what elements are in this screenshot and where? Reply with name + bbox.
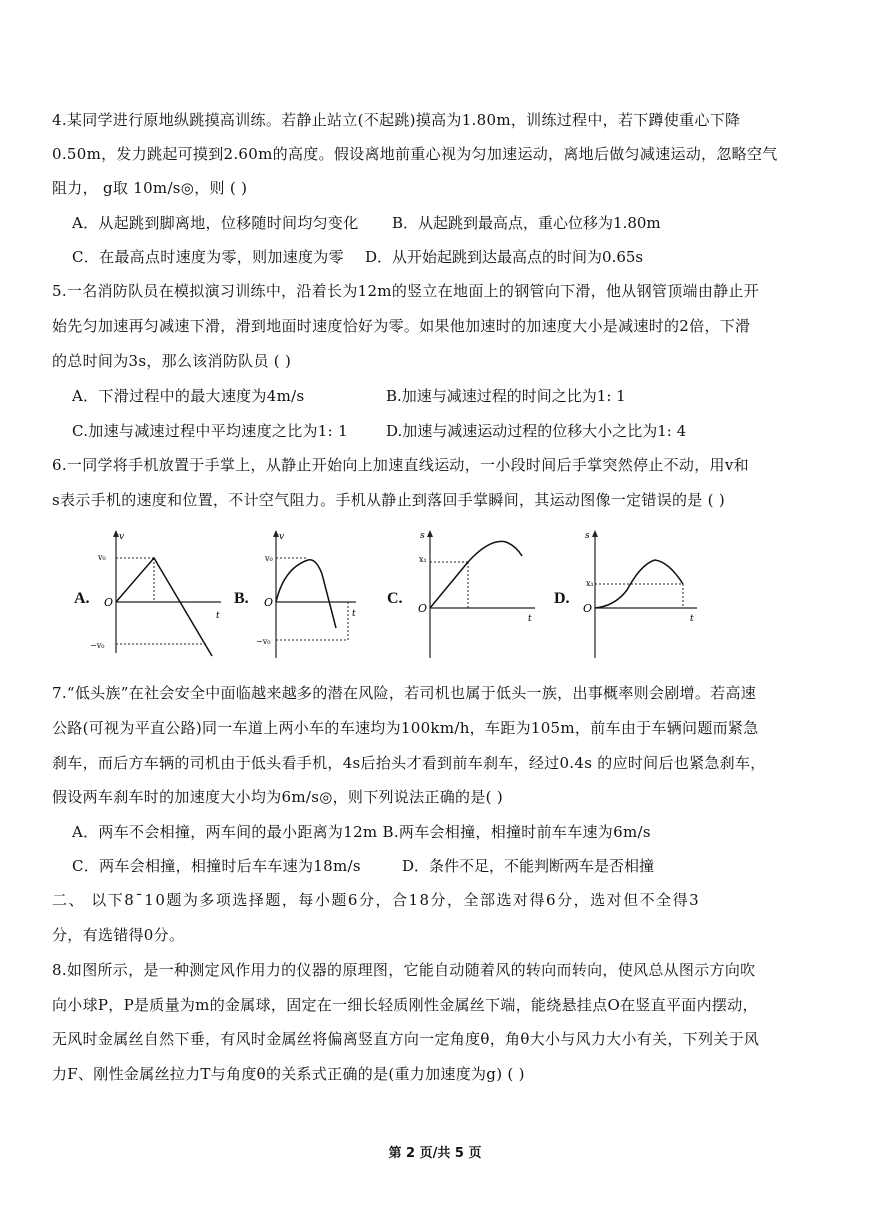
graph-a-ylabel: v <box>119 532 125 542</box>
graph-d-ylabel: s <box>585 531 590 541</box>
graph-c-curve-solid <box>430 541 522 608</box>
q5-option-b: B.加速与减速过程的时间之比为1: 1 <box>386 387 626 405</box>
graph-b-ylabel: v <box>279 532 285 542</box>
q5-stem-line2: 始先匀加速再匀减速下滑，滑到地面时速度恰好为零。如果他加速时的加速度大小是减速时的2倍，下滑 <box>52 317 751 335</box>
q4-stem-line3: 阻力， g取 10m/s◎，则 ( ) <box>52 179 248 197</box>
graph-c-ylabel: s <box>420 531 425 541</box>
q7-stem-line3: 刹车，而后方车辆的司机由于低头看手机，4s后抬头才看到前车刹车，经过0.4s 的应时间后也紧急刹车， <box>52 754 766 772</box>
q8-stem-line1: 8.如图所示，是一种测定风作用力的仪器的原理图，它能自动随着风的转向而转向，使风总从图示方向吹 <box>52 961 756 979</box>
q8-stem-line2: 向小球P，P是质量为m的金属球，固定在一细长轻质刚性金属丝下端，能绕悬挂点O在竖直平面内摆动， <box>52 996 758 1014</box>
q8-stem-line4: 力F、刚性金属丝拉力T与角度θ的关系式正确的是(重力加速度为g) ( ) <box>52 1065 525 1083</box>
graph-b-curve <box>276 560 336 628</box>
graph-d <box>575 528 705 663</box>
graph-d-y-arrow <box>592 530 598 537</box>
graph-a-origin: O <box>104 596 114 609</box>
graph-c-xlabel: t <box>528 614 532 624</box>
graph-b-origin: O <box>264 596 274 609</box>
q7-stem-line2: 公路(可视为平直公路)同一车道上两小车的车速均为100km/h，车距为105m，前车由于车辆问题而紧急 <box>52 719 759 737</box>
graph-b <box>256 528 366 663</box>
q4-option-c: C．在最高点时速度为零，则加速度为零 <box>72 248 344 266</box>
q4-option-d: D．从开始起跳到达最高点的时间为0.65s <box>365 248 644 266</box>
q6-stem-line2: s表示手机的速度和位置，不计空气阻力。手机从静止到落回手掌瞬间，其运动图像一定错误的是 ( ) <box>52 491 726 509</box>
q5-option-d: D.加速与减速运动过程的位移大小之比为1: 4 <box>386 422 687 440</box>
graph-b-label: B. <box>234 590 249 607</box>
graph-c <box>410 528 540 663</box>
q5-stem-line1: 5.一名消防队员在模拟演习训练中，沿着长为12m的竖立在地面上的钢管向下滑，他从钢管顶端由静止开 <box>52 282 760 300</box>
q7-options-ab: A．两车不会相撞，两车间的最小距离为12m B.两车会相撞，相撞时前车车速为6m/s <box>72 823 651 841</box>
q4-stem-line1: 4.某同学进行原地纵跳摸高训练。若静止站立(不起跳)摸高为1.80m，训练过程中，若下蹲使重心下降 <box>52 111 741 129</box>
page-footer: 第 2 页/共 5 页 <box>388 1146 482 1161</box>
q4-option-b: B．从起跳到最高点，重心位移为1.80m <box>392 214 661 232</box>
graph-d-label: D. <box>554 590 570 607</box>
graph-a-label: A. <box>74 590 90 607</box>
graph-d-origin: O <box>583 602 593 615</box>
graph-c-label: C. <box>387 590 403 607</box>
q7-option-c: C．两车会相撞，相撞时后车车速为18m/s <box>72 857 361 875</box>
section2-line1: 二、 以下8¯10题为多项选择题，每小题6分，合18分，全部选对得6分，选对但不全得3 <box>52 891 701 909</box>
q7-stem-line4: 假设两车刹车时的加速度大小均为6m/s◎，则下列说法正确的是( ) <box>52 788 503 806</box>
q5-option-a: A．下滑过程中的最大速度为4m/s <box>72 387 305 405</box>
graph-b-neg-v0: −v₀ <box>256 637 271 646</box>
q8-stem-line3: 无风时金属丝自然下垂，有风时金属丝将偏离竖直方向一定角度θ，角θ大小与风力大小有关，下列关于风 <box>52 1030 760 1048</box>
graph-a <box>90 528 236 663</box>
graph-a-v0: v₀ <box>98 553 106 562</box>
graph-c-y-arrow <box>427 530 433 537</box>
graph-d-xlabel: t <box>690 614 694 624</box>
graph-a-xlabel: t <box>216 611 220 621</box>
q4-option-a: A．从起跳到脚离地，位移随时间均匀变化 <box>72 214 359 232</box>
graph-c-x1: x₁ <box>419 555 427 564</box>
graph-b-v0: v₀ <box>265 554 273 563</box>
q5-option-c: C.加速与减速过程中平均速度之比为1: 1 <box>72 422 348 440</box>
q4-stem-line2: 0.50m，发力跳起可摸到2.60m的高度。假设离地前重心视为匀加速运动，离地后做匀减速运动，忽略空气 <box>52 145 778 163</box>
q7-stem-line1: 7.“低头族”在社会安全中面临越来越多的潜在风险，若司机也属于低头一族，出事概率则会剧增。若高速 <box>52 684 757 702</box>
graph-b-xlabel: t <box>352 609 356 619</box>
graph-a-neg-v0: −v₀ <box>90 641 105 650</box>
graph-a-curve <box>116 558 212 656</box>
section2-line2: 分，有选错得0分。 <box>52 926 185 944</box>
graph-c-origin: O <box>418 602 428 615</box>
q5-stem-line3: 的总时间为3s，那么该消防队员 ( ) <box>52 352 292 370</box>
q7-option-d: D．条件不足，不能判断两车是否相撞 <box>402 857 655 875</box>
graph-d-x1: x₁ <box>586 579 594 588</box>
q6-stem-line1: 6.一同学将手机放置于手掌上，从静止开始向上加速直线运动，一小段时间后手掌突然停止不动，用v和 <box>52 456 749 474</box>
